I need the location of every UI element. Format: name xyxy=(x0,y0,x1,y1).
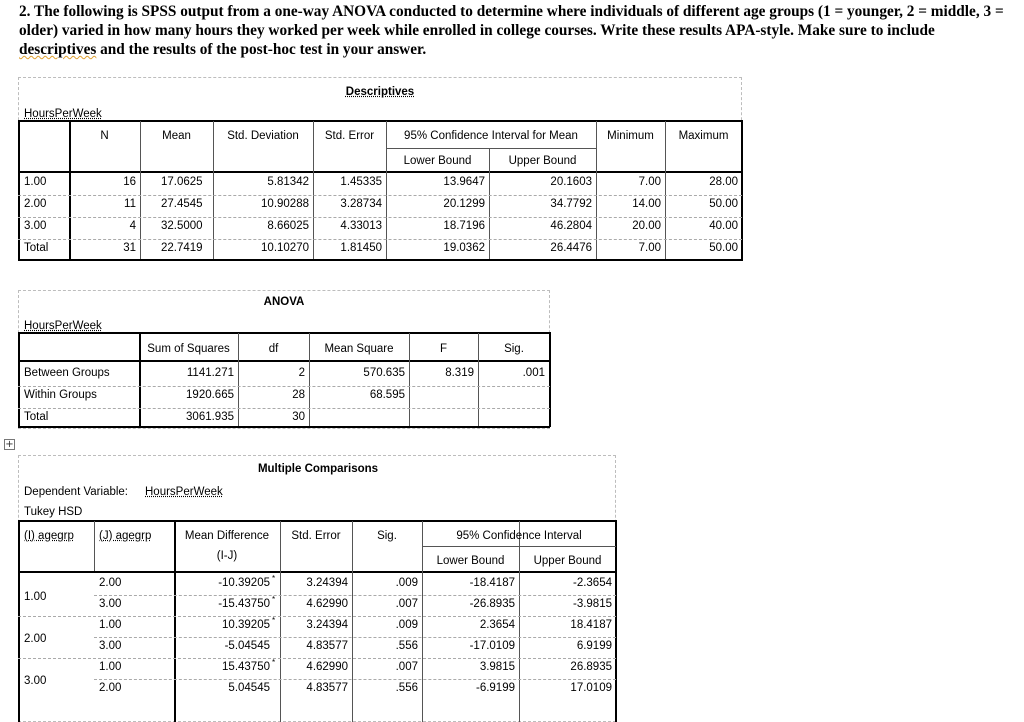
question-part-1: 2. The following is SPSS output from a one-way ANOVA conducted to determine where individuals of different age groups (1 = younger, 2 = middle, 3 = older) varied in how many hours they worked per week while enrolled in college courses. Write these results APA-style. Make sure to include xyxy=(19,3,1004,39)
header-mean-difference: Mean Difference xyxy=(184,530,270,542)
expand-plus-icon[interactable]: + xyxy=(5,439,14,450)
row-divider xyxy=(18,239,742,240)
header-std-deviation: Std. Deviation xyxy=(227,130,299,142)
header-i-agegrp: (I) agegrp xyxy=(24,530,74,542)
descriptives-title: Descriptives xyxy=(345,86,415,98)
cell-lower-bound: -18.4187 xyxy=(469,577,515,589)
cell-j-agegrp: 1.00 xyxy=(99,619,122,631)
cell-value: 10.10270 xyxy=(261,242,309,254)
cell-mean-difference: -5.04545 xyxy=(224,640,270,652)
cell-value: 3.28734 xyxy=(340,198,382,210)
cell-mean: 22.7419 xyxy=(161,242,203,254)
cell-sig: .556 xyxy=(395,640,418,652)
descriptives-variable: HoursPerWeek xyxy=(24,108,102,120)
header-sig-: Sig. xyxy=(504,343,524,355)
cell-value: 1.81450 xyxy=(340,242,382,254)
cell-upper-bound: 6.9199 xyxy=(576,640,612,652)
question-text xyxy=(19,2,1009,59)
question-part-3: and the results of the post-hoc test in your answer. xyxy=(96,41,427,58)
cell-value: 50.00 xyxy=(709,198,738,210)
cell-value: 16 xyxy=(123,176,136,188)
cell-mean-difference: 15.43750 xyxy=(222,661,270,673)
cell-value: 11 xyxy=(124,198,136,210)
cell-upper-bound: 26.8935 xyxy=(570,661,612,673)
significance-star: * xyxy=(272,616,276,625)
cell-upper-bound: 18.4187 xyxy=(570,619,612,631)
cell-value: 2 xyxy=(298,367,305,379)
cell-value: 10.90288 xyxy=(261,198,309,210)
table-left-border xyxy=(18,520,20,722)
header-std-error: Std. Error xyxy=(324,130,375,142)
row-label-1.00: 1.00 xyxy=(24,176,47,188)
descriptives-frame xyxy=(18,77,742,261)
row-divider xyxy=(94,679,616,680)
cell-j-agegrp: 2.00 xyxy=(99,682,122,694)
table-top-border xyxy=(18,332,550,334)
header-confidence-interval: 95% Confidence Interval xyxy=(456,530,582,542)
significance-star: * xyxy=(272,658,276,667)
cell-j-agegrp: 3.00 xyxy=(99,598,122,610)
cell-value: 7.00 xyxy=(638,176,661,188)
cell-lower-bound: -6.9199 xyxy=(475,682,515,694)
column-divider xyxy=(422,521,423,722)
cell-mean-difference: 10.39205 xyxy=(222,619,270,631)
header-upper-bound: Upper Bound xyxy=(533,555,602,567)
cell-value: 31 xyxy=(123,242,136,254)
header-lower-bound: Lower Bound xyxy=(403,155,472,167)
cell-value: 18.7196 xyxy=(443,220,485,232)
cell-std-error: 3.24394 xyxy=(306,619,348,631)
cell-upper-bound: -3.9815 xyxy=(572,598,612,610)
cell-value: 34.7792 xyxy=(550,198,592,210)
row-divider xyxy=(18,217,742,218)
cell-value: 40.00 xyxy=(709,220,738,232)
cell-value: 1920.665 xyxy=(186,389,234,401)
row-label-total: Total xyxy=(24,242,49,254)
dependent-variable-label: Dependent Variable: xyxy=(24,486,128,498)
cell-value: 20.1603 xyxy=(550,176,592,188)
header-sig: Sig. xyxy=(377,530,397,542)
table-header-bottom-border xyxy=(18,360,550,362)
cell-sig: .007 xyxy=(395,598,418,610)
cell-value: 4.33013 xyxy=(340,220,382,232)
cell-value: 20.1299 xyxy=(443,198,485,210)
group-label-2.00: 2.00 xyxy=(24,633,47,645)
group-divider xyxy=(18,616,616,617)
cell-value: 30 xyxy=(292,411,305,423)
spellcheck-word: descriptives xyxy=(19,41,97,58)
row-divider xyxy=(18,408,550,409)
cell-lower-bound: -26.8935 xyxy=(469,598,515,610)
anova-variable: HoursPerWeek xyxy=(24,320,102,332)
cell-value: 570.635 xyxy=(363,367,405,379)
row-divider xyxy=(94,595,616,596)
cell-value: 7.00 xyxy=(638,242,661,254)
cell-value: 46.2804 xyxy=(550,220,592,232)
cell-value: 5.81342 xyxy=(267,176,309,188)
header-std-error: Std. Error xyxy=(291,530,341,542)
cell-std-error: 3.24394 xyxy=(306,577,348,589)
cell-value: 8.66025 xyxy=(267,220,309,232)
cell-value: 68.595 xyxy=(369,389,405,401)
i-j-divider xyxy=(94,521,95,571)
cell-value: 13.9647 xyxy=(443,176,485,188)
header-n: N xyxy=(100,130,109,142)
row-divider xyxy=(94,637,616,638)
ci-sub-rule xyxy=(386,148,596,149)
anova-title: ANOVA xyxy=(263,296,305,308)
header-95-confidence-interval-for-mean: 95% Confidence Interval for Mean xyxy=(404,130,578,142)
table-right-border xyxy=(615,520,617,722)
method-label: Tukey HSD xyxy=(24,506,83,518)
cell-value: 8.319 xyxy=(445,367,474,379)
cell-value: 14.00 xyxy=(632,198,661,210)
cell-lower-bound: 2.3654 xyxy=(479,619,515,631)
header-f: F xyxy=(439,343,448,355)
table-top-border xyxy=(18,520,616,522)
table-bottom-border xyxy=(18,426,550,428)
cell-j-agegrp: 1.00 xyxy=(99,661,122,673)
cell-sig: .007 xyxy=(395,661,418,673)
row-label-total: Total xyxy=(24,411,49,423)
header-lower-bound: Lower Bound xyxy=(436,555,505,567)
table-header-bottom-border xyxy=(18,171,742,173)
significance-star: * xyxy=(272,595,276,604)
cell-sig: .009 xyxy=(395,619,418,631)
dependent-variable-name: HoursPerWeek xyxy=(145,486,223,498)
table-bottom-border xyxy=(18,259,742,261)
cell-lower-bound: 3.9815 xyxy=(479,661,515,673)
header-maximum: Maximum xyxy=(678,130,729,142)
cell-value: 26.4476 xyxy=(550,242,592,254)
column-divider xyxy=(519,521,520,722)
cell-value: 1.45335 xyxy=(340,176,382,188)
cell-mean: 27.4545 xyxy=(161,198,203,210)
cell-value: 28 xyxy=(292,389,305,401)
row-label-within-groups: Within Groups xyxy=(24,389,97,401)
cell-std-error: 4.62990 xyxy=(306,661,348,673)
row-label-2.00: 2.00 xyxy=(24,198,47,210)
row-label-between-groups: Between Groups xyxy=(24,367,110,379)
header-df: df xyxy=(268,343,279,355)
header-mean-square: Mean Square xyxy=(324,343,394,355)
cell-value: 1141.271 xyxy=(186,367,234,379)
header-sum-of-squares: Sum of Squares xyxy=(147,343,230,355)
cell-mean: 17.0625 xyxy=(161,176,203,188)
cell-value: 50.00 xyxy=(709,242,738,254)
cell-sig: .009 xyxy=(395,577,418,589)
cell-mean: 32.5000 xyxy=(161,220,203,232)
cell-value: 19.0362 xyxy=(443,242,485,254)
cell-value: 3061.935 xyxy=(186,411,234,423)
cell-value: 20.00 xyxy=(632,220,661,232)
cell-std-error: 4.62990 xyxy=(306,598,348,610)
significance-star: * xyxy=(272,574,276,583)
cell-sig: .556 xyxy=(395,682,418,694)
cell-std-error: 4.83577 xyxy=(306,640,348,652)
row-label-3.00: 3.00 xyxy=(24,220,47,232)
table-header-bottom-border xyxy=(18,571,616,573)
mc-title: Multiple Comparisons xyxy=(257,463,379,475)
table-left-border xyxy=(18,332,20,427)
group-label-3.00: 3.00 xyxy=(24,675,47,687)
cell-j-agegrp: 2.00 xyxy=(99,577,122,589)
cell-lower-bound: -17.0109 xyxy=(469,640,515,652)
cell-upper-bound: -2.3654 xyxy=(572,577,612,589)
header-j-agegrp: (J) agegrp xyxy=(99,530,152,542)
header-upper-bound: Upper Bound xyxy=(508,155,577,167)
ci-sub-rule xyxy=(422,546,616,547)
cell-mean-difference: -10.39205 xyxy=(218,577,270,589)
group-label-1.00: 1.00 xyxy=(24,591,47,603)
cell-value: .001 xyxy=(522,367,545,379)
header-mean-difference-ij: (I-J) xyxy=(216,550,238,562)
header-mean: Mean xyxy=(162,130,191,142)
group-divider xyxy=(18,658,616,659)
header-minimum: Minimum xyxy=(607,130,654,142)
row-divider xyxy=(18,195,742,196)
row-divider xyxy=(18,386,550,387)
table-top-border xyxy=(18,120,742,122)
cell-value: 4 xyxy=(129,220,136,232)
cell-std-error: 4.83577 xyxy=(306,682,348,694)
cell-mean-difference: 5.04545 xyxy=(228,682,270,694)
cell-value: 28.00 xyxy=(709,176,738,188)
cell-j-agegrp: 3.00 xyxy=(99,640,122,652)
cell-upper-bound: 17.0109 xyxy=(570,682,612,694)
cell-mean-difference: -15.43750 xyxy=(218,598,270,610)
